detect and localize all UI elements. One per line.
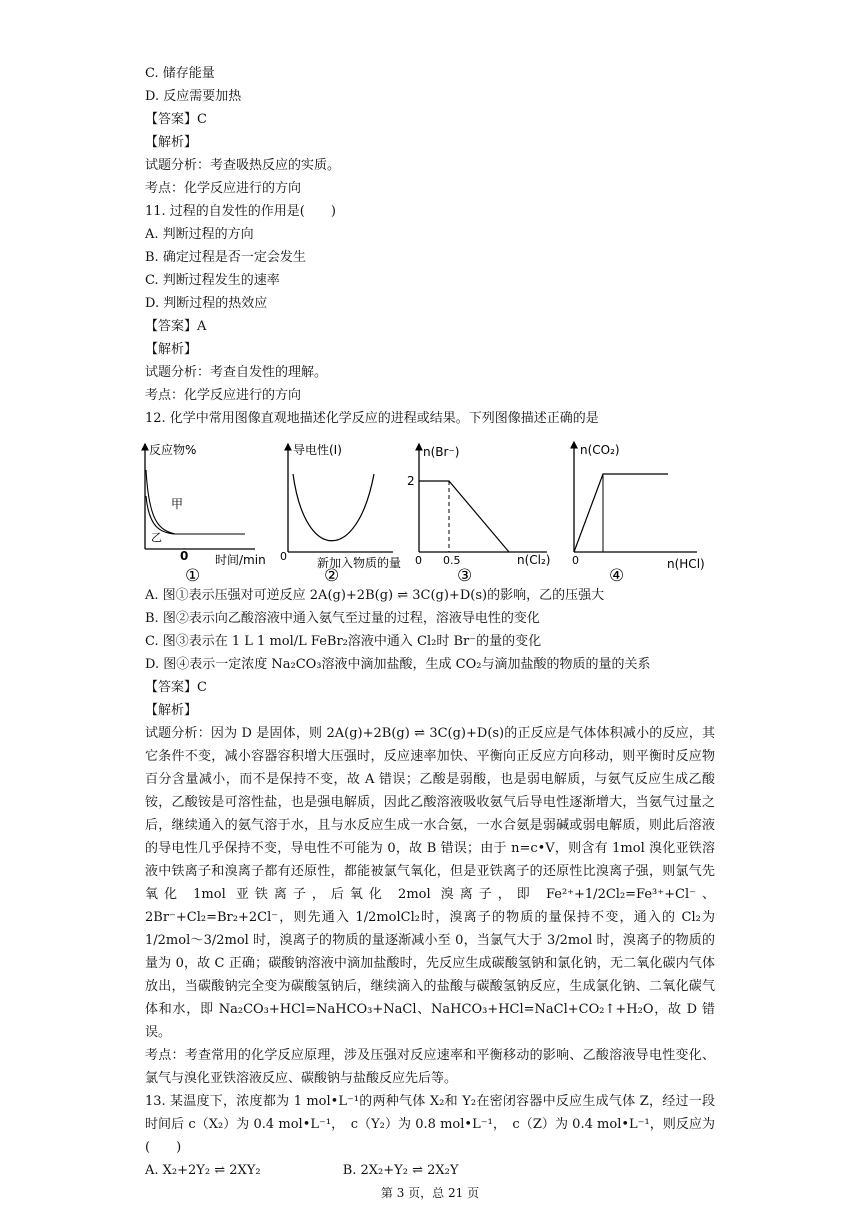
option-b: B. 确定过程是否一定会发生 xyxy=(145,250,306,265)
option-a: A. X₂+2Y₂ ⇌ 2XY₂ xyxy=(145,1163,261,1178)
fig1-curve-a xyxy=(146,470,245,534)
text-line: 考点：化学反应进行的方向 xyxy=(145,181,302,196)
fig4-ylabel: n(CO₂) xyxy=(580,443,620,457)
option-c: C. 图③表示在 1 L 1 mol/L FeBr₂溶液中通入 Cl₂时 Br⁻的量的变化 xyxy=(145,634,542,649)
figure-1 xyxy=(145,442,266,582)
fig2-xlabel: 新加入物质的量 xyxy=(317,556,402,570)
question-11: 11. 过程的自发性的作用是( ) xyxy=(145,204,336,219)
option-a: A. 判断过程的方向 xyxy=(145,227,254,242)
analysis-label: 【解析】 xyxy=(145,703,198,718)
text-line: 试题分析：考查自发性的理解。 xyxy=(145,365,328,380)
option-b: B. 2X₂+Y₂ ⇌ 2X₂Y xyxy=(342,1163,459,1178)
fig1-ylabel: 反应物% xyxy=(149,443,197,457)
kaodian-paragraph: 考点：考查常用的化学反应原理，涉及压强对反应速率和平衡移动的影响、乙酸溶液导电性变化、氯气与溴化亚铁溶液反应、碳酸钠与盐酸反应先后等。 xyxy=(145,1048,715,1086)
fig4-origin: 0 xyxy=(572,554,579,567)
fig3-origin: 0 xyxy=(415,554,422,567)
analysis-label: 【解析】 xyxy=(145,342,198,357)
fig3-xlabel: n(Cl₂) xyxy=(517,553,551,567)
fig2-origin: 0 xyxy=(280,550,287,563)
text-line: 试题分析：考查吸热反应的实质。 xyxy=(145,158,341,173)
fig2-curve xyxy=(293,474,374,541)
fig1-number: ① xyxy=(185,566,201,582)
fig4-number: ④ xyxy=(609,566,625,582)
figures-row xyxy=(137,434,715,582)
page-footer: 第 3 页，总 21 页 xyxy=(380,1186,480,1200)
option-a: A. 图①表示压强对可逆反应 2A(g)+2B(g) ⇌ 3C(g)+D(s)的影响，乙的压强大 xyxy=(145,588,605,603)
text-line: C. 储存能量 xyxy=(145,66,215,81)
question-12: 12. 化学中常用图像直观地描述化学反应的进程或结果。下列图像描述正确的是 xyxy=(145,411,599,426)
fig1-label-b: 乙 xyxy=(151,531,162,544)
text-line: 考点：化学反应进行的方向 xyxy=(145,388,302,403)
option-b: B. 图②表示向乙酸溶液中通入氨气至过量的过程，溶液导电性的变化 xyxy=(145,611,540,626)
fig3-ylabel: n(Br⁻) xyxy=(423,445,460,459)
figure-2 xyxy=(280,442,401,582)
answer-label: 【答案】C xyxy=(145,680,207,695)
answer-label: 【答案】A xyxy=(145,319,207,334)
figure-3 xyxy=(407,444,551,582)
fig3-x-tick: 0.5 xyxy=(443,554,461,567)
option-c: C. 判断过程发生的速率 xyxy=(145,273,280,288)
fig3-line xyxy=(419,481,509,552)
text-line: D. 反应需要加热 xyxy=(145,89,242,104)
fig3-y-tick: 2 xyxy=(407,474,415,488)
option-d: D. 判断过程的热效应 xyxy=(145,296,268,311)
question-13: 13. 某温度下，浓度都为 1 mol•L⁻¹的两种气体 X₂和 Y₂在密闭容器中反应生成气体 Z，经过一段时间后 c（X₂）为 0.4 mol•L⁻¹， c（Y₂）为 0.8 mol•L⁻¹， c（Z）为 0.4 mol•L⁻¹，则反应为( ) xyxy=(145,1094,715,1155)
fig1-xlabel: 时间/min xyxy=(215,553,266,567)
figure-4 xyxy=(572,442,705,582)
figures-svg xyxy=(137,434,717,582)
fig4-xlabel: n(HCl) xyxy=(667,557,705,571)
answer-label: 【答案】C xyxy=(145,112,207,127)
option-d: D. 图④表示一定浓度 Na₂CO₃溶液中滴加盐酸，生成 CO₂与滴加盐酸的物质的量的关系 xyxy=(145,657,651,672)
page-content xyxy=(145,62,715,1182)
analysis-paragraph: 试题分析：因为 D 是固体，则 2A(g)+2B(g) ⇌ 3C(g)+D(s)的正反应是气体体积减小的反应，其它条件不变，减小容器容积增大压强时，反应速率加快、平衡向正反应方向移动，则平衡时反应物百分含量减小，而不是保持不变，故 A 错误；乙酸是弱酸，也是弱电解质，与氨气反应生成乙酸铵，乙酸铵是可溶性盐，也是强电解质，因此乙酸溶液吸收氨气后导电性逐渐增大，当氨气过量之后，继续通入的氨气溶于水，且与水反应生成一水合氨，一水合氨是弱碱或弱电解质，则此后溶液的导电性几乎保持不变，导电性不可能为 0，故 B 错误；由于 n=c•V，则含有 1mol 溴化亚铁溶液中铁离子和溴离子都有还原性，都能被氯气氧化，但是亚铁离子的还原性比溴离子强，则氯气先氧化 1mol 亚铁离子，后氧化 2mol 溴离子，即 Fe²⁺+1/2Cl₂=Fe³⁺+Cl⁻、2Br⁻+Cl₂=Br₂+2Cl⁻，则先通入 1/2molCl₂时，溴离子的物质的量保持不变，通入的 Cl₂为 1/2mol～3/2mol 时，溴离子的物质的量逐渐减小至 0，当氯气大于 3/2mol 时，溴离子的物质的量为 0，故 C 正确；碳酸钠溶液中滴加盐酸时，先反应生成碳酸氢钠和氯化钠，无二氧化碳内气体放出，当碳酸钠完全变为碳酸氢钠后，继续滴入的盐酸与碳酸氢钠反应，生成氯化钠、二氧化碳气体和水，即 Na₂CO₃+HCl=NaHCO₃+NaCl、NaHCO₃+HCl=NaCl+CO₂↑+H₂O，故 D 错误。 xyxy=(145,726,715,1040)
fig2-ylabel: 导电性(I) xyxy=(293,443,342,457)
analysis-label: 【解析】 xyxy=(145,135,198,150)
q13-options xyxy=(145,1159,715,1182)
fig2-number: ② xyxy=(324,566,340,582)
fig1-origin: 0 xyxy=(180,549,189,563)
fig4-line xyxy=(574,474,668,552)
fig1-label-a: 甲 xyxy=(171,497,184,511)
fig3-number: ③ xyxy=(457,566,473,582)
